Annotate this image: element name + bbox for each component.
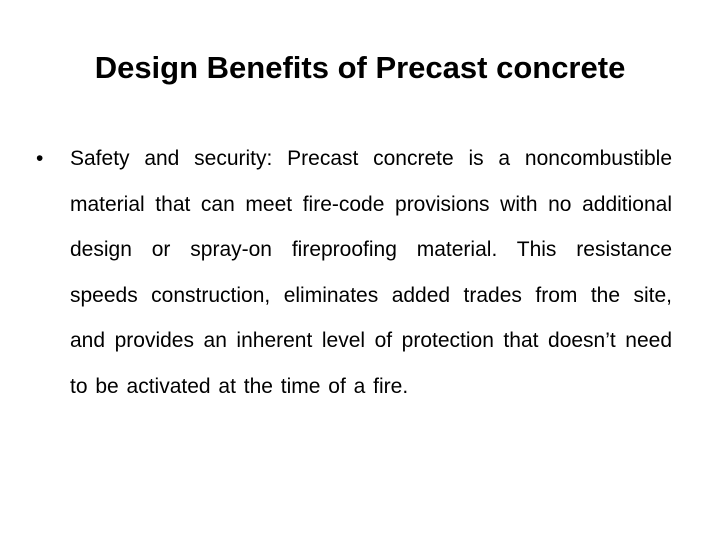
bullet-icon: • xyxy=(36,147,44,170)
slide-title: Design Benefits of Precast concrete xyxy=(94,50,626,85)
bullet-text: Safety and security: Precast concrete is a noncombustible material that can meet fire-code provisions with no additional design or spray-on fireproofing material. This resistance speeds construction, eliminates added trades from the site, and provides an inherent level of protection that doesn’t need to be activated at the time of a fire. xyxy=(70,147,672,398)
bullet-list xyxy=(32,136,672,409)
bullet-item xyxy=(32,136,672,409)
